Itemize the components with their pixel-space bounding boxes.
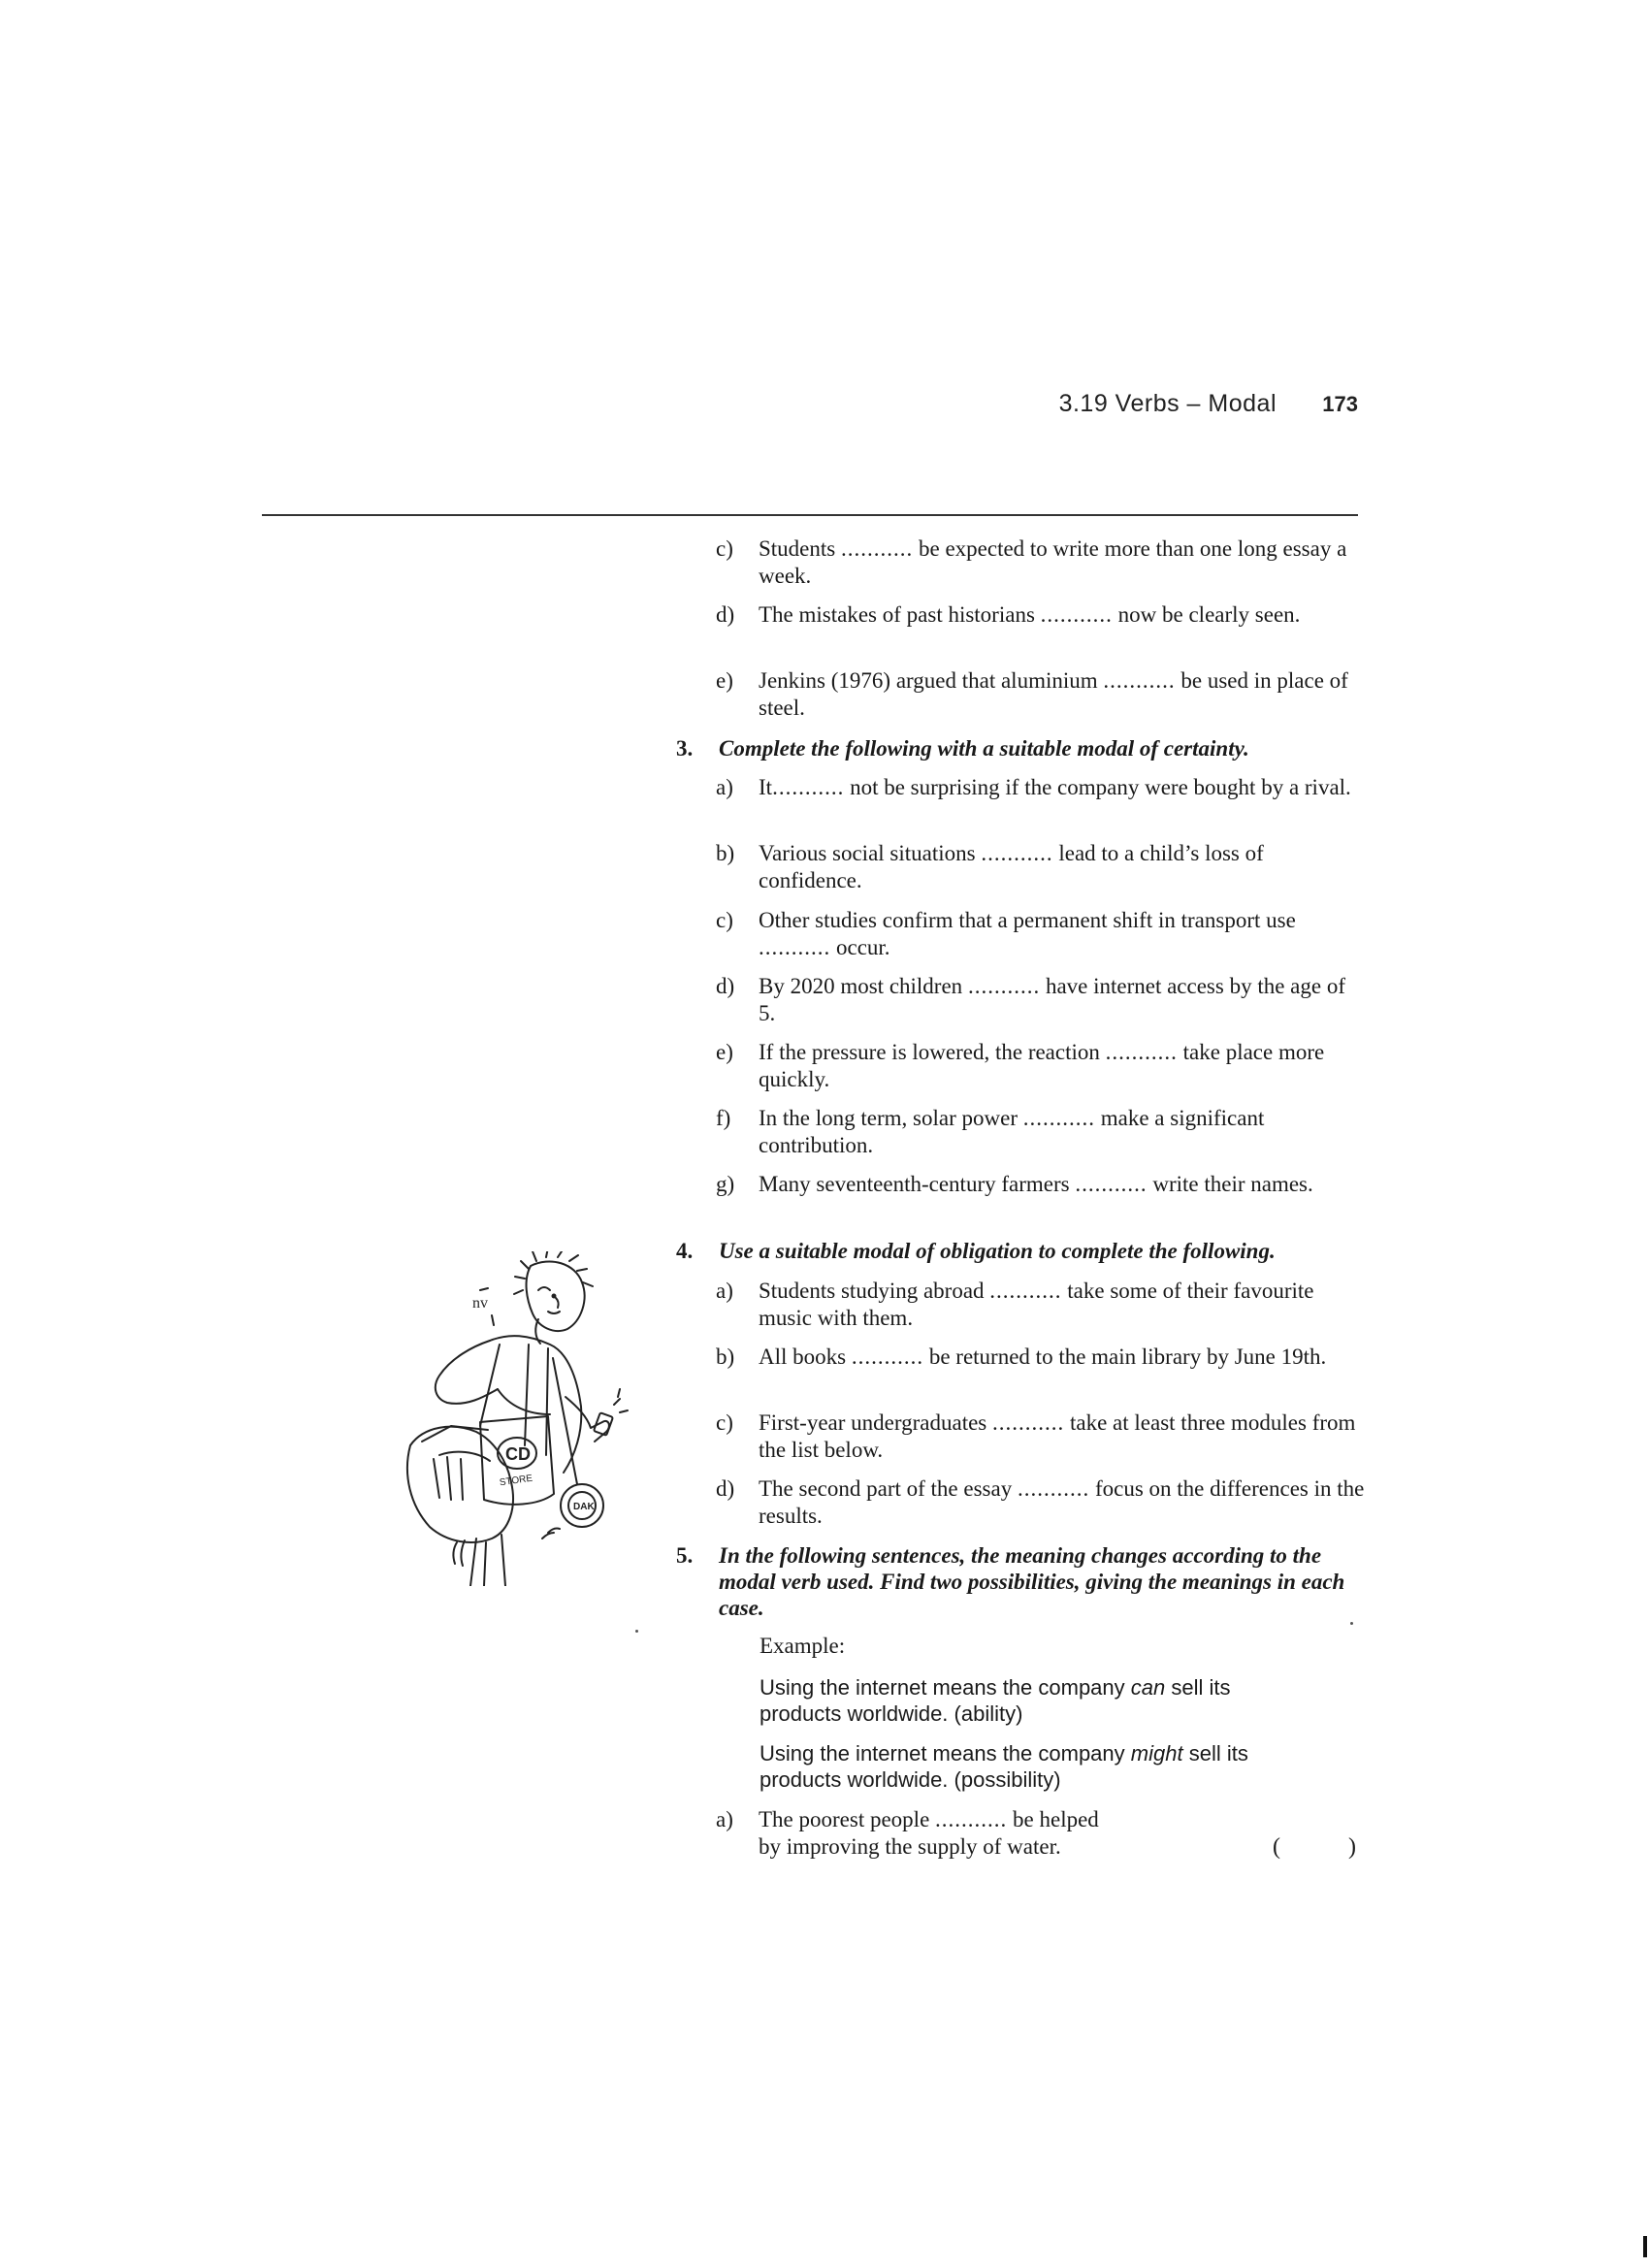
item-label: d) — [716, 602, 735, 627]
item-text: The second part of the essay ........... focus on the differences in the results. — [759, 1476, 1365, 1528]
exercise-item — [716, 1278, 1366, 1332]
small-bag-label: DAK — [573, 1502, 595, 1512]
item-label: b) — [716, 841, 735, 865]
item-text: If the pressure is lowered, the reaction ........... take place more quickly. — [759, 1040, 1325, 1091]
example-sentence-1: Using the internet means the company can sell its products worldwide. (ability) — [760, 1675, 1231, 1726]
exercise-item — [716, 1806, 1366, 1861]
exercise-item — [716, 840, 1366, 894]
answer-paren-close: ) — [1348, 1834, 1356, 1860]
item-text: By 2020 most children ........... have internet access by the age of 5. — [759, 974, 1346, 1025]
blank-dots: ........... — [935, 1807, 1008, 1831]
scan-speck — [1350, 1622, 1353, 1625]
example-label: Example: — [760, 1634, 846, 1658]
exercise-item — [716, 1344, 1366, 1371]
exercise-item — [716, 907, 1366, 961]
answer-paren-open: ( — [1273, 1834, 1280, 1860]
example-sentence-2: Using the internet means the company might sell its products worldwide. (possibility) — [760, 1741, 1248, 1792]
blank-dots: ........... — [989, 1279, 1062, 1303]
item-text: First-year undergraduates ........... take at least three modules from the list below. — [759, 1410, 1356, 1462]
question-3 — [676, 735, 1367, 761]
section-title: 3.19 Verbs – Modal — [1058, 390, 1277, 417]
item-label: b) — [716, 1345, 735, 1369]
blank-dots: ........... — [981, 841, 1053, 865]
example-modal: might — [1130, 1741, 1183, 1766]
item-text: The poorest people ........... be helped by improving the supply of water. — [759, 1807, 1099, 1859]
bag-sublabel: STORE — [499, 1473, 534, 1489]
exercise-item — [716, 1039, 1366, 1093]
blank-dots: ........... — [772, 775, 845, 799]
item-text: Other studies confirm that a permanent shift in transport use ........... occur. — [759, 908, 1296, 959]
exercise-item — [716, 601, 1366, 629]
item-text: All books ........... be returned to the main library by June 19th. — [759, 1345, 1327, 1369]
exercise-item — [716, 1409, 1366, 1464]
item-label: g) — [716, 1172, 735, 1196]
item-text: In the long term, solar power ........... make a significant contribution. — [759, 1106, 1265, 1157]
exercise-item — [716, 1105, 1366, 1159]
question-5 — [676, 1542, 1367, 1621]
bag-label: CD — [505, 1444, 531, 1464]
blank-dots: ........... — [992, 1410, 1065, 1435]
exercise-item — [716, 535, 1366, 590]
blank-dots: ........... — [1103, 668, 1176, 693]
scan-edge-mark — [1643, 2236, 1647, 2257]
question-number: 3. — [676, 736, 694, 761]
question-number: 4. — [676, 1239, 694, 1263]
blank-dots: ........... — [840, 536, 914, 561]
student-illustration — [383, 1251, 655, 1586]
item-label: e) — [716, 668, 733, 693]
item-label: f) — [716, 1106, 731, 1130]
item-text: Students ........... be expected to write more than one long essay a week. — [759, 536, 1347, 588]
blank-dots: ........... — [1017, 1476, 1090, 1501]
page-number: 173 — [1322, 392, 1358, 416]
item-label: d) — [716, 974, 735, 998]
blank-dots: ........... — [1075, 1172, 1148, 1196]
exercise-item — [716, 1171, 1366, 1198]
exercise-item — [716, 667, 1366, 722]
item-label: c) — [716, 536, 733, 561]
blank-dots: ........... — [1022, 1106, 1095, 1130]
item-label: a) — [716, 1807, 733, 1831]
exercise-item — [716, 774, 1366, 801]
item-text: Jenkins (1976) argued that aluminium ........... be used in place of steel. — [759, 668, 1348, 720]
item-text: Various social situations ........... lead to a child’s loss of confidence. — [759, 841, 1264, 892]
item-label: c) — [716, 908, 733, 932]
question-instruction: Use a suitable modal of obligation to complete the following. — [719, 1239, 1276, 1263]
scan-speck — [635, 1630, 638, 1633]
item-text: The mistakes of past historians ........... now be clearly seen. — [759, 602, 1301, 627]
question-4 — [676, 1238, 1367, 1264]
item-text: Many seventeenth-century farmers ........... write their names. — [759, 1172, 1313, 1196]
blank-dots: ........... — [759, 935, 831, 959]
question-number: 5. — [676, 1543, 694, 1568]
item-text: Students studying abroad ........... take some of their favourite music with them. — [759, 1279, 1314, 1330]
item-label: a) — [716, 775, 733, 799]
question-instruction: Complete the following with a suitable modal of certainty. — [719, 736, 1249, 761]
item-label: a) — [716, 1279, 733, 1303]
example-modal: can — [1130, 1675, 1166, 1700]
blank-dots: ........... — [1105, 1040, 1178, 1064]
item-text: It........... not be surprising if the company were bought by a rival. — [759, 775, 1351, 799]
sound-mark: nv — [472, 1295, 488, 1312]
blank-dots: ........... — [851, 1345, 924, 1369]
blank-dots: ........... — [1040, 602, 1113, 627]
item-label: e) — [716, 1040, 733, 1064]
blank-dots: ........... — [967, 974, 1041, 998]
exercise-item — [716, 973, 1366, 1027]
item-label: c) — [716, 1410, 733, 1435]
question-instruction: In the following sentences, the meaning changes according to the modal verb used. Find two possibilities, giving the meanings in each case. — [719, 1543, 1345, 1620]
exercise-item — [716, 1475, 1366, 1530]
item-label: d) — [716, 1476, 735, 1501]
